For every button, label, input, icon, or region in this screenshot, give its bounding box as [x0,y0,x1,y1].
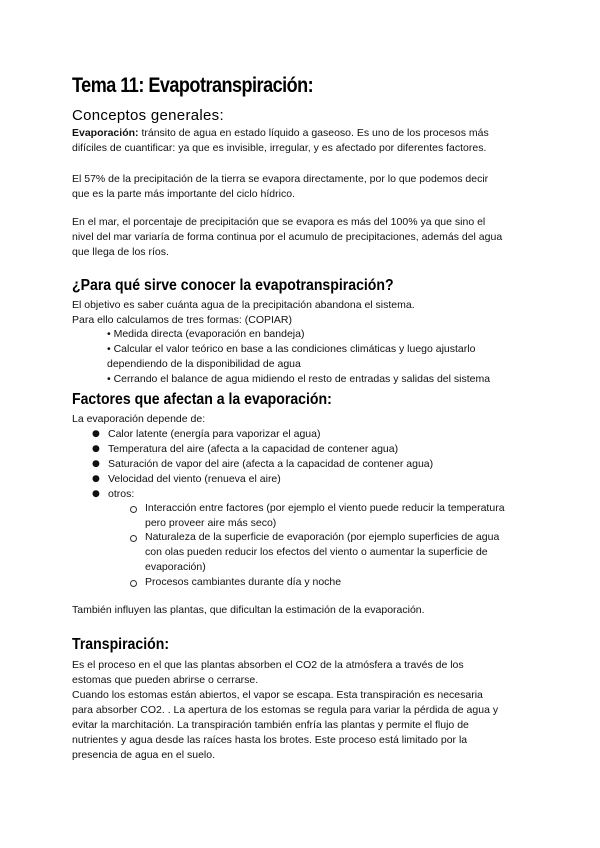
paragraph-line: El 57% de la precipitación de la tierra se evapora directamente, por lo que podemos decir [72,173,489,185]
section-heading-transpiracion: Transpiración: [72,636,170,653]
paragraph-line: nutrientes y agua desde las raíces hasta los brotes. Este proceso está limitado por la [72,734,468,746]
page-title: Tema 11: Evapotranspiración: [72,74,314,97]
paragraph-line: En el mar, el porcentaje de precipitación que se evapora es más del 100% ya que sino el [72,216,486,228]
definition-term: Evaporación: [72,127,139,139]
list-item: Velocidad del viento (renueva el aire) [108,473,281,485]
paragraph-line: Cuando los estomas están abiertos, el vapor se escapa. Esta transpiración es necesaria [72,689,483,701]
paragraph-line: La evaporación depende de: [72,413,206,425]
paragraph-line: Para ello calculamos de tres formas: (COPIAR) [72,314,292,326]
paragraph-line: para absorber CO2. . La apertura de los estomas se regula para variar la pérdida de agua y [72,704,499,716]
list-item: otros: [108,488,135,500]
section-heading-conceptos: Conceptos generales: [72,107,224,124]
list-item: Temperatura del aire (afecta a la capacidad de contener agua) [108,443,399,455]
bullet-icon: ● [92,474,100,484]
paragraph-line: presencia de agua en el suelo. [72,749,216,761]
bullet-icon: ● [92,489,100,499]
paragraph-line: evitar la marchitación. La transpiración también enfría las plantas y permite el flujo de [72,719,469,731]
sub-list-item: pero proveer aire más seco) [145,517,277,529]
paragraph-line: que llega de los ríos. [72,246,169,258]
circle-bullet-icon [130,580,137,587]
section-heading-para-que: ¿Para qué sirve conocer la evapotranspiración? [72,277,394,294]
list-item: • Cerrando el balance de agua midiendo el resto de entradas y salidas del sistema [107,373,491,385]
list-item: Saturación de vapor del aire (afecta a la capacidad de contener agua) [108,458,434,470]
sub-list-item: Naturaleza de la superficie de evaporación (por ejemplo superficies de agua [145,531,500,543]
paragraph-line: estomas que pueden abrirse o cerrarse. [72,674,259,686]
section-heading-factores: Factores que afectan a la evaporación: [72,391,332,408]
bullet-icon: ● [92,459,100,469]
bullet-icon: ● [92,429,100,439]
list-item: Calor latente (energía para vaporizar el agua) [108,428,321,440]
paragraph-text: tránsito de agua en estado líquido a gaseoso. Es uno de los procesos más [138,127,489,139]
circle-bullet-icon [130,506,137,513]
paragraph-line: nivel del mar variaría de forma continua por el acumulo de precipitaciones, además del agua [72,231,503,243]
paragraph-line: Es el proceso en el que las plantas absorben el CO2 de la atmósfera a través de los [72,659,464,671]
list-item: • Medida directa (evaporación en bandeja) [107,328,305,340]
paragraph-line: También influyen las plantas, que dificultan la estimación de la evaporación. [72,604,425,616]
list-item: dependiendo de la disponibilidad de agua [107,358,301,370]
bullet-icon: ● [92,444,100,454]
circle-bullet-icon [130,535,137,542]
sub-list-item: evaporación) [145,561,206,573]
sub-list-item: con olas pueden reducir los efectos del viento o aumentar la superficie de [145,546,488,558]
list-item: • Calcular el valor teórico en base a las condiciones climáticas y luego ajustarlo [107,343,476,355]
paragraph-line: que es la parte más importante del ciclo hídrico. [72,188,295,200]
paragraph-line: El objetivo es saber cuánta agua de la precipitación abandona el sistema. [72,299,415,311]
sub-list-item: Procesos cambiantes durante día y noche [145,576,342,588]
paragraph-line: difíciles de cuantificar: ya que es invisible, irregular, y es afectado por diferentes factores. [72,142,487,154]
sub-list-item: Interacción entre factores (por ejemplo el viento puede reducir la temperatura [145,502,505,514]
paragraph-line [72,126,489,142]
